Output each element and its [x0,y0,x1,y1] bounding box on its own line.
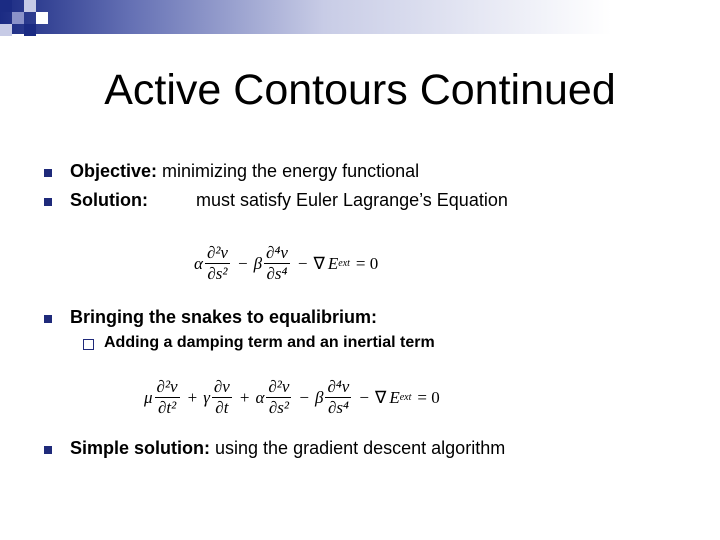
bullet-marker [44,315,52,323]
eq-numerator: ∂⁴v [266,243,288,262]
sub-bullet-damping: Adding a damping term and an inertial term [104,334,435,351]
bullet-simple-solution [70,438,505,459]
eq-symbol: α [255,387,265,407]
eq-symbol: μ [144,387,153,407]
bullet-label: Solution: [70,190,148,210]
eq-numerator: ∂²v [268,377,290,396]
eq-symbol: β [253,253,263,273]
bullet-label: Simple solution: [70,438,211,458]
eq-subscript: ext [399,392,412,403]
bullet-text: must satisfy Euler Lagrange’s Equation [196,190,508,210]
eq-operator: − [299,387,310,407]
eq-subscript: ext [338,258,350,269]
eq-symbol: ∇ [374,387,387,407]
bullet-marker [44,198,52,206]
bullet-solution [70,190,148,211]
eq-symbol: E [327,253,339,273]
eq-denominator: ∂s² [207,264,228,283]
eq-operator: = 0 [417,387,440,407]
eq-operator: − [359,387,369,407]
bullet-text: minimizing the energy functional [157,161,420,181]
eq-fraction [325,377,351,418]
bullet-marker [44,446,52,454]
deco-square [12,12,24,24]
deco-square [0,24,12,36]
deco-square [24,0,36,12]
eq-fraction [266,377,291,418]
equation-euler-lagrange [194,243,384,284]
eq-operator: + [239,387,250,407]
header-band [0,0,720,34]
eq-fraction [264,243,290,284]
bullet-label: Objective: [70,161,158,181]
eq-numerator: ∂²v [156,377,178,396]
eq-numerator: ∂⁴v [327,377,350,396]
eq-operator: − [297,253,308,273]
bullet-label: Bringing the snakes to equalibrium: [70,307,378,327]
eq-fraction [212,377,232,418]
eq-denominator: ∂t [215,398,229,417]
eq-symbol: γ [203,387,210,407]
eq-operator: = 0 [355,253,379,273]
eq-symbol: E [389,387,400,407]
eq-symbol: β [315,387,324,407]
eq-denominator: ∂s⁴ [327,398,349,417]
eq-denominator: ∂s⁴ [266,264,288,283]
eq-numerator: ∂²v [206,243,228,262]
eq-numerator: ∂v [213,377,230,396]
deco-square [24,24,36,36]
bullet-objective [70,161,419,182]
deco-square [36,12,48,24]
bullet-text: using the gradient descent algorithm [210,438,506,458]
bullet-equilibrium [70,307,377,328]
eq-fraction [155,377,180,418]
bullet-marker [44,169,52,177]
eq-operator: − [237,253,248,273]
eq-symbol: ∇ [313,253,325,273]
eq-denominator: ∂s² [268,398,289,417]
deco-square [0,0,12,12]
equation-damped [144,377,446,418]
eq-symbol: α [194,253,203,273]
eq-fraction [205,243,230,284]
slide-title: Active Contours Continued [104,66,616,114]
sub-bullet-marker [83,339,94,350]
eq-operator: + [187,387,198,407]
eq-denominator: ∂t² [157,398,177,417]
